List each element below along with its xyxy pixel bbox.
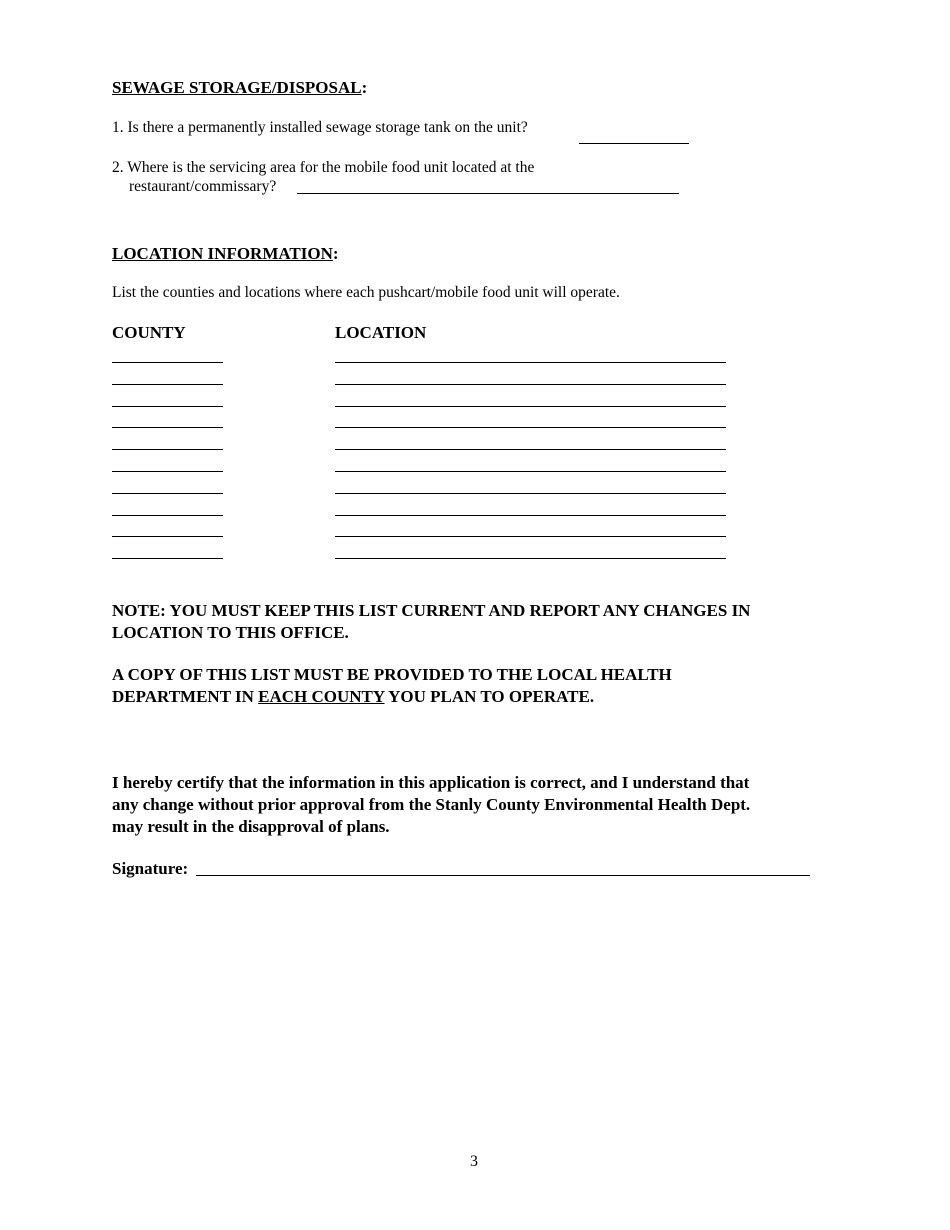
note-line-2: LOCATION TO THIS OFFICE. <box>112 623 349 642</box>
sewage-question-2-line1: 2. Where is the servicing area for the mobile food unit located at the <box>112 159 535 176</box>
location-heading-text: LOCATION INFORMATION <box>112 244 333 263</box>
county-blank-line[interactable] <box>112 406 223 407</box>
signature-line[interactable] <box>196 875 810 876</box>
sewage-tank-answer-line[interactable] <box>579 143 689 144</box>
location-blank-line[interactable] <box>335 515 726 516</box>
county-blank-line[interactable] <box>112 493 223 494</box>
each-county-emphasis: EACH COUNTY <box>258 687 385 706</box>
location-column-header: LOCATION <box>335 323 427 342</box>
certification-line-1: I hereby certify that the information in this application is correct, and I understand that <box>112 773 750 792</box>
location-blank-line[interactable] <box>335 384 726 385</box>
county-blank-line[interactable] <box>112 362 223 363</box>
county-blank-line[interactable] <box>112 515 223 516</box>
location-heading <box>112 244 339 264</box>
page-number: 3 <box>470 1153 478 1170</box>
location-blank-line[interactable] <box>335 449 726 450</box>
location-blank-line[interactable] <box>335 406 726 407</box>
signature-label: Signature: <box>112 859 189 878</box>
copy-notice-text-before: DEPARTMENT IN <box>112 687 259 706</box>
sewage-heading-text: SEWAGE STORAGE/DISPOSAL <box>112 78 362 97</box>
location-blank-line[interactable] <box>335 427 726 428</box>
note-line-1: NOTE: YOU MUST KEEP THIS LIST CURRENT AND REPORT ANY CHANGES IN <box>112 601 751 620</box>
copy-notice-line-2 <box>112 686 594 708</box>
county-blank-line[interactable] <box>112 471 223 472</box>
location-blank-line[interactable] <box>335 493 726 494</box>
county-blank-line[interactable] <box>112 449 223 450</box>
location-blank-line[interactable] <box>335 536 726 537</box>
servicing-area-answer-line[interactable] <box>297 193 679 194</box>
sewage-question-1: 1. Is there a permanently installed sewage storage tank on the unit? <box>112 119 528 136</box>
location-blank-line[interactable] <box>335 471 726 472</box>
county-column-header: COUNTY <box>112 323 186 342</box>
location-heading-colon: : <box>332 244 339 263</box>
county-blank-line[interactable] <box>112 384 223 385</box>
county-blank-line[interactable] <box>112 427 223 428</box>
certification-line-3: may result in the disapproval of plans. <box>112 817 390 836</box>
sewage-heading <box>112 78 367 98</box>
location-instructions: List the counties and locations where each pushcart/mobile food unit will operate. <box>112 284 620 301</box>
location-blank-line[interactable] <box>335 362 726 363</box>
copy-notice-line-1: A COPY OF THIS LIST MUST BE PROVIDED TO THE LOCAL HEALTH <box>112 665 672 684</box>
sewage-heading-colon: : <box>361 78 368 97</box>
sewage-question-2-line2: restaurant/commissary? <box>129 178 277 195</box>
location-blank-line[interactable] <box>335 558 726 559</box>
copy-notice-text-after: YOU PLAN TO OPERATE. <box>384 687 595 706</box>
county-blank-line[interactable] <box>112 536 223 537</box>
county-blank-line[interactable] <box>112 558 223 559</box>
certification-line-2: any change without prior approval from the Stanly County Environmental Health Dept. <box>112 795 751 814</box>
